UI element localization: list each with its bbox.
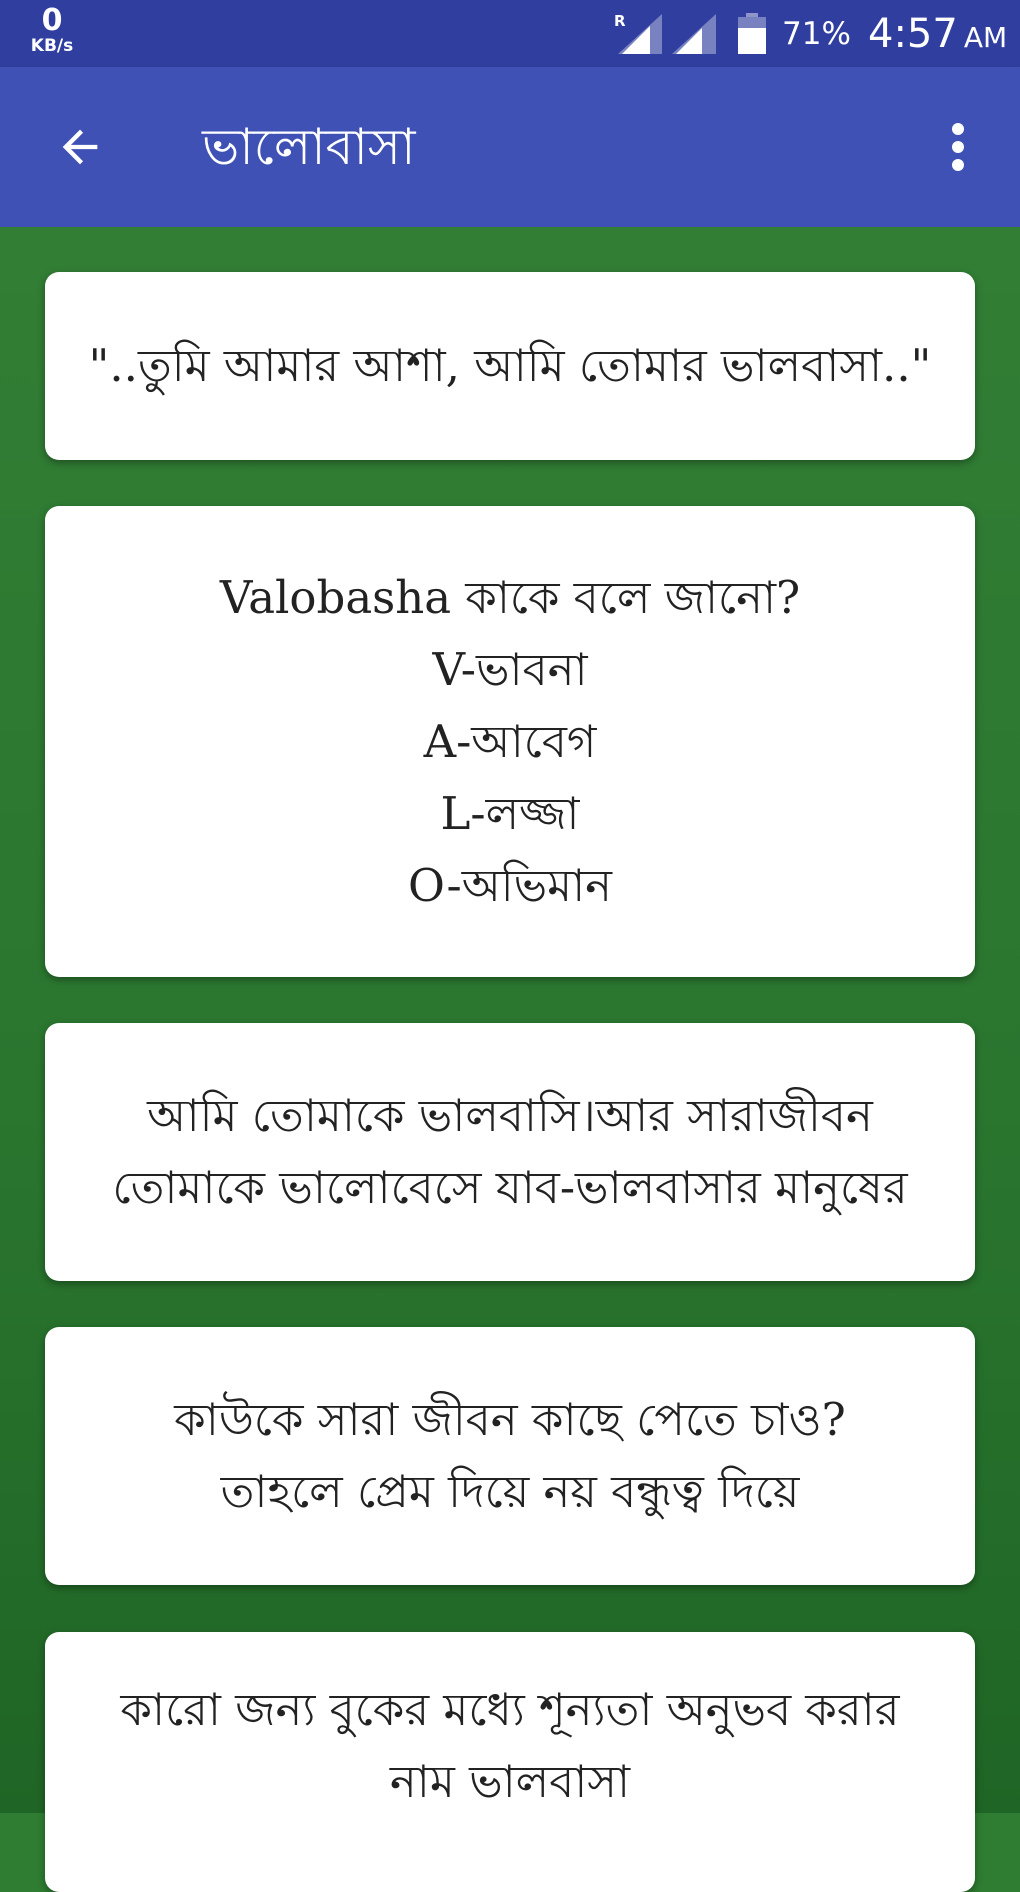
clock-time: 4:57 — [868, 11, 958, 57]
arrow-left-icon — [54, 121, 106, 173]
quote-line: A-আবেগ — [423, 714, 597, 768]
quote-line: নাম ভালবাসা — [389, 1755, 631, 1808]
quote-line: O-অভিমান — [407, 858, 613, 912]
battery-percentage: 71% — [782, 16, 851, 52]
page-title: ভালোবাসা — [202, 118, 416, 176]
app-bar — [0, 67, 1020, 227]
quote-card[interactable] — [45, 272, 975, 460]
quote-card[interactable] — [45, 1327, 975, 1585]
clock-am-pm: AM — [963, 21, 1008, 54]
clock — [868, 11, 1007, 57]
battery-level-fill — [738, 28, 766, 54]
network-speed-indicator — [22, 3, 82, 56]
network-speed-unit: KB/s — [30, 36, 74, 56]
quote-line: তাহলে প্রেম দিয়ে নয় বন্ধুত্ব দিয়ে — [220, 1465, 800, 1518]
quote-line: L-লজ্জা — [440, 786, 580, 840]
overflow-menu-button[interactable] — [918, 107, 998, 187]
signal-roaming-icon — [618, 14, 662, 54]
quote-card[interactable] — [45, 1023, 975, 1281]
more-vertical-icon — [950, 123, 966, 171]
quote-list — [0, 227, 1020, 1813]
battery-icon — [738, 13, 766, 54]
quote-card[interactable] — [45, 1632, 975, 1892]
quote-line: কারো জন্য বুকের মধ্যে শূন্যতা অনুভব করার — [120, 1683, 900, 1736]
back-button[interactable] — [40, 107, 120, 187]
quote-line: Valobasha কাকে বলে জানো? — [219, 570, 801, 624]
status-bar — [0, 0, 1020, 67]
quote-line: V-ভাবনা — [432, 642, 588, 696]
quote-line: "..তুমি আমার আশা, আমি তোমার ভালবাসা.." — [88, 339, 932, 392]
roaming-indicator: R — [614, 12, 626, 30]
signal-icon — [672, 14, 716, 54]
quote-line: আমি তোমাকে ভালবাসি।আর সারাজীবন — [147, 1089, 873, 1142]
quote-line: কাউকে সারা জীবন কাছে পেতে চাও? — [174, 1393, 846, 1446]
quote-line: তোমাকে ভালোবেসে যাব-ভালবাসার মানুষের — [112, 1161, 908, 1214]
network-speed-value: 0 — [41, 3, 63, 38]
quote-card[interactable] — [45, 506, 975, 977]
